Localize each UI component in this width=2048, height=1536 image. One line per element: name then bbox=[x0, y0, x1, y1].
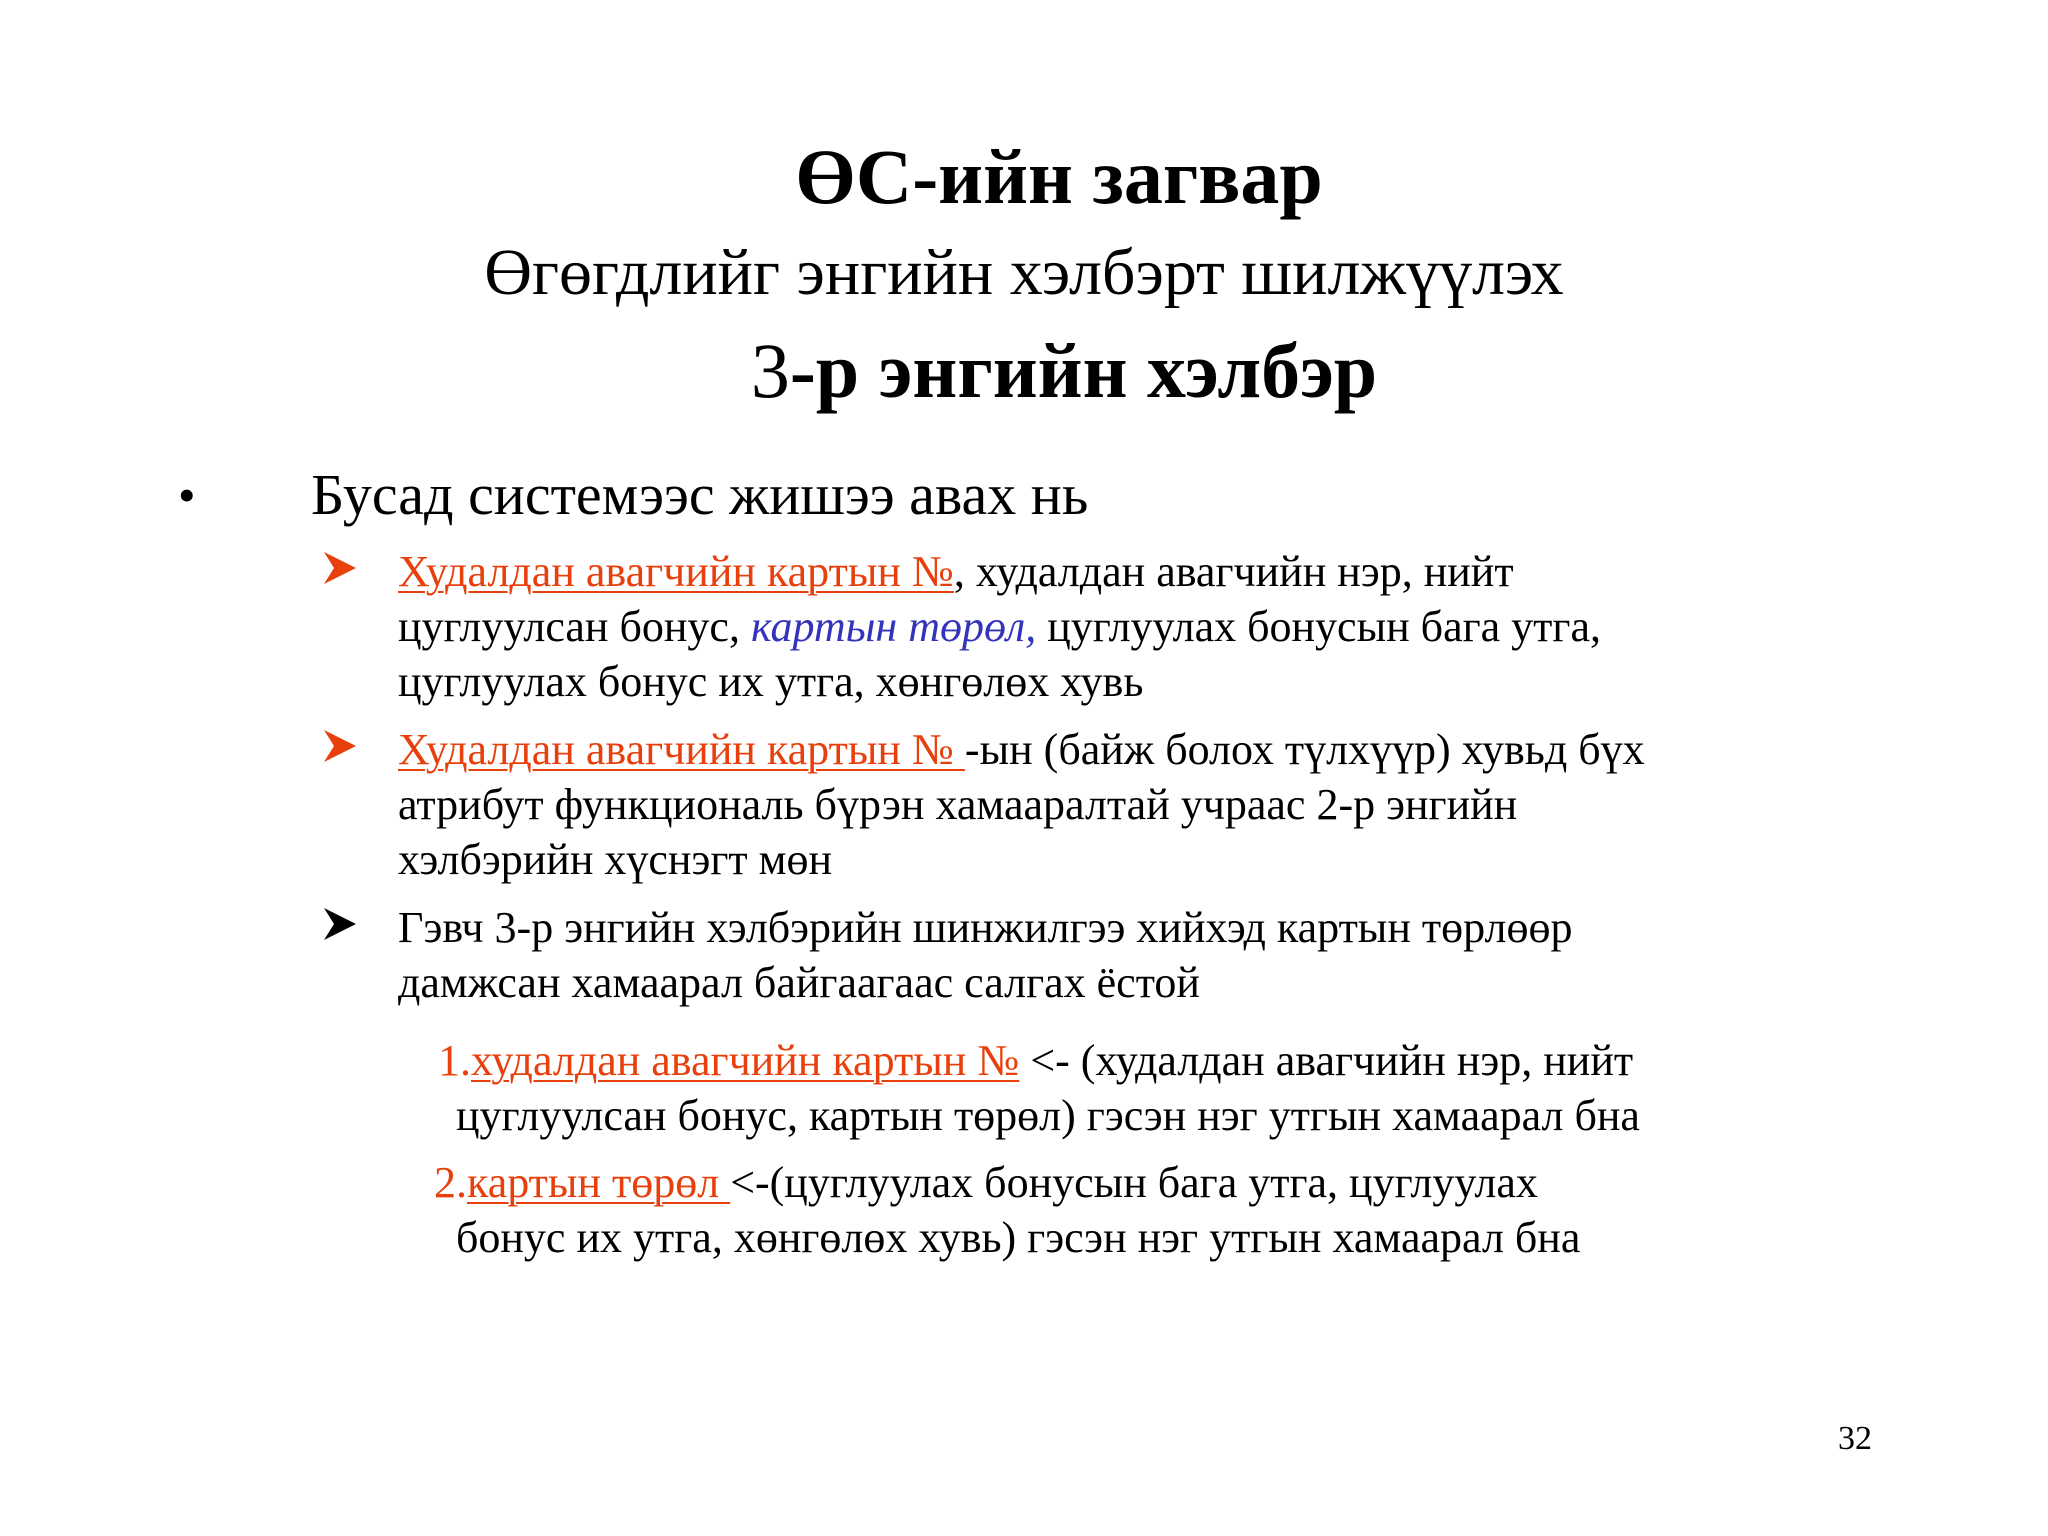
arrow-bullet-icon bbox=[320, 548, 360, 588]
sub-bullet-2-line-2: атрибут функциональ бүрэн хамааралтай учраас 2-р энгийн bbox=[398, 780, 1518, 829]
heading-text: -р энгийн хэлбэр bbox=[789, 327, 1378, 414]
numbered-item-1-line-1: 1.худалдан авагчийн картын № <- (худалдан авагчийн нэр, нийт bbox=[438, 1036, 1634, 1085]
slide-subtitle: Өгөгдлийг энгийн хэлбэрт шилжүүлэх bbox=[484, 236, 1564, 309]
arrow-bullet-icon bbox=[320, 726, 360, 766]
bullet-icon: • bbox=[178, 467, 196, 523]
sub-bullet-3-line-1: Гэвч 3-р энгийн хэлбэрийн шинжилгээ хийхэд картын төрлөөр bbox=[398, 903, 1573, 952]
numbered-item-2-line-2: бонус их утга, хөнгөлөх хувь) гэсэн нэг утгын хамаарал бна bbox=[456, 1213, 1581, 1262]
sub-bullet-2-line-1: Худалдан авагчийн картын № -ын (байж болох түлхүүр) хувьд бүх bbox=[398, 725, 1645, 774]
page-number: 32 bbox=[1838, 1420, 1872, 1457]
card-number-link[interactable]: худалдан авагчийн картын № bbox=[471, 1036, 1020, 1085]
slide-title: ӨС-ийн загвар bbox=[795, 133, 1323, 220]
numbered-item-1-line-2: цуглуулсан бонус, картын төрөл) гэсэн нэг утгын хамаарал бна bbox=[456, 1091, 1640, 1140]
item-number: 2. bbox=[434, 1158, 467, 1207]
card-type-emphasis: картын төрөл, bbox=[750, 602, 1037, 651]
sub-bullet-2-line-3: хэлбэрийн хүснэгт мөн bbox=[398, 835, 833, 884]
sub-bullet-1-line-3: цуглуулах бонус их утга, хөнгөлөх хувь bbox=[398, 657, 1144, 706]
card-type-link[interactable]: картын төрөл bbox=[467, 1158, 731, 1207]
card-number-link[interactable]: Худалдан авагчийн картын № bbox=[398, 725, 965, 774]
item-number: 1. bbox=[438, 1036, 471, 1085]
card-number-link[interactable]: Худалдан авагчийн картын № bbox=[398, 547, 954, 596]
sub-bullet-1-line-1: Худалдан авагчийн картын №, худалдан авагчийн нэр, нийт bbox=[398, 547, 1514, 596]
arrow-bullet-icon bbox=[320, 904, 360, 944]
bullet-text: Бусад системээс жишээ авах нь bbox=[311, 462, 1089, 527]
slide-heading bbox=[0, 327, 2048, 414]
heading-number: 3 bbox=[750, 327, 790, 414]
numbered-item-2-line-1: 2.картын төрөл <-(цуглуулах бонусын бага утга, цуглуулах bbox=[434, 1158, 1538, 1207]
sub-bullet-3-line-2: дамжсан хамаарал байгаагаас салгах ёстой bbox=[398, 958, 1200, 1007]
sub-bullet-1-line-2: цуглуулсан бонус, картын төрөл, цуглуулах бонусын бага утга, bbox=[398, 602, 1601, 651]
